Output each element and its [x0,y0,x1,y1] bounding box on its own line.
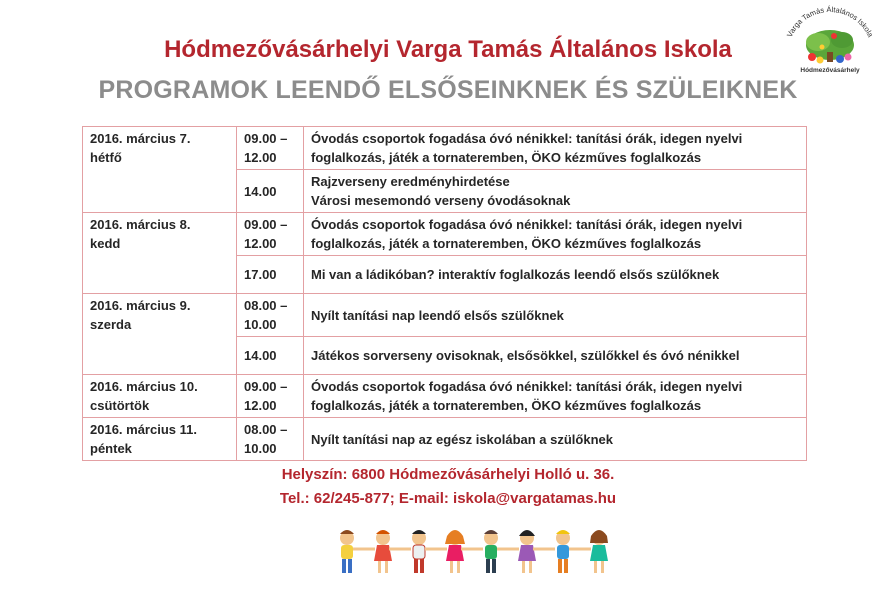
day-text: kedd [90,236,121,251]
time-start: 09.00 – [244,131,288,146]
school-name: Hódmezővásárhelyi Varga Tamás Általános Iskola [164,36,732,63]
program-line: foglalkozás, játék a tornateremben, ÖKO kézműves foglalkozás [311,398,702,413]
program-cell [304,294,807,337]
time-cell [237,294,304,337]
program-cell [304,170,807,213]
date-text: 2016. március 8. [90,217,191,232]
page-subtitle: PROGRAMOK LEENDŐ ELSŐSEINKNEK ÉS SZÜLEIKNEK [98,76,798,104]
table-row [83,294,807,337]
time-cell [237,418,304,461]
date-text: 2016. március 11. [90,422,197,437]
time-cell: 14.00 [237,170,304,213]
program-line: foglalkozás, játék a tornateremben, ÖKO kézműves foglalkozás [311,236,702,251]
time-end: 12.00 [244,236,277,251]
time-start: 08.00 – [244,422,288,437]
children-chain-illustration [331,528,631,578]
school-logo [774,2,886,78]
time-start: 08.00 – [244,298,288,313]
table-row [83,213,807,256]
time-cell: 14.00 [237,337,304,375]
program-line: Óvodás csoportok fogadása óvó nénikkel: tanítási órák, idegen nyelvi [311,217,743,232]
time-end: 12.00 [244,398,277,413]
date-cell [83,213,237,294]
table-row [83,418,807,461]
date-cell [83,375,237,418]
date-cell [83,294,237,375]
time-cell [237,127,304,170]
day-text: csütörtök [90,398,150,413]
address-line: Helyszín: 6800 Hódmezővásárhelyi Holló u. 36. [281,466,615,483]
table-row [83,375,807,418]
program-line: Mi van a ládikóban? interaktív foglalkozás leendő elsős szülőknek [311,267,720,282]
date-text: 2016. március 9. [90,298,191,313]
date-cell [83,418,237,461]
program-cell [304,337,807,375]
program-cell [304,213,807,256]
program-line: Városi mesemondó verseny óvodásoknak [311,193,571,208]
day-text: hétfő [90,150,122,165]
program-cell [304,418,807,461]
program-line: Játékos sorverseny ovisoknak, elsősökkel, szülőkkel és óvó nénikkel [311,348,740,363]
program-line: Óvodás csoportok fogadása óvó nénikkel: tanítási órák, idegen nyelvi [311,131,743,146]
program-line: Nyílt tanítási nap leendő elsős szülőknek [311,307,564,323]
program-line: Rajzverseny eredményhirdetése [311,174,510,189]
logo-arc-text: Varga Tamás Általános Iskola [784,4,876,39]
time-end: 12.00 [244,150,277,165]
time-cell: 17.00 [237,256,304,294]
time-start: 09.00 – [244,217,288,232]
day-text: péntek [90,441,132,456]
date-cell [83,127,237,213]
day-text: szerda [90,317,132,332]
contact-line: Tel.: 62/245-877; E-mail: iskola@vargatamas.hu [279,490,617,507]
date-text: 2016. március 7. [90,131,191,146]
time-start: 09.00 – [244,379,288,394]
table-row [83,127,807,170]
program-schedule-table [82,126,807,461]
time-cell [237,213,304,256]
program-cell [304,375,807,418]
program-cell [304,256,807,294]
program-line: Óvodás csoportok fogadása óvó nénikkel: tanítási órák, idegen nyelvi [311,379,743,394]
time-end: 10.00 [244,317,277,332]
program-line: Nyílt tanítási nap az egész iskolában a szülőknek [311,431,613,447]
logo-bottom-text: Hódmezővásárhely [800,67,860,74]
program-line: foglalkozás, játék a tornateremben, ÖKO kézműves foglalkozás [311,150,702,165]
children-figures [340,530,608,573]
program-cell [304,127,807,170]
date-text: 2016. március 10. [90,379,198,394]
time-cell [237,375,304,418]
time-end: 10.00 [244,441,277,456]
